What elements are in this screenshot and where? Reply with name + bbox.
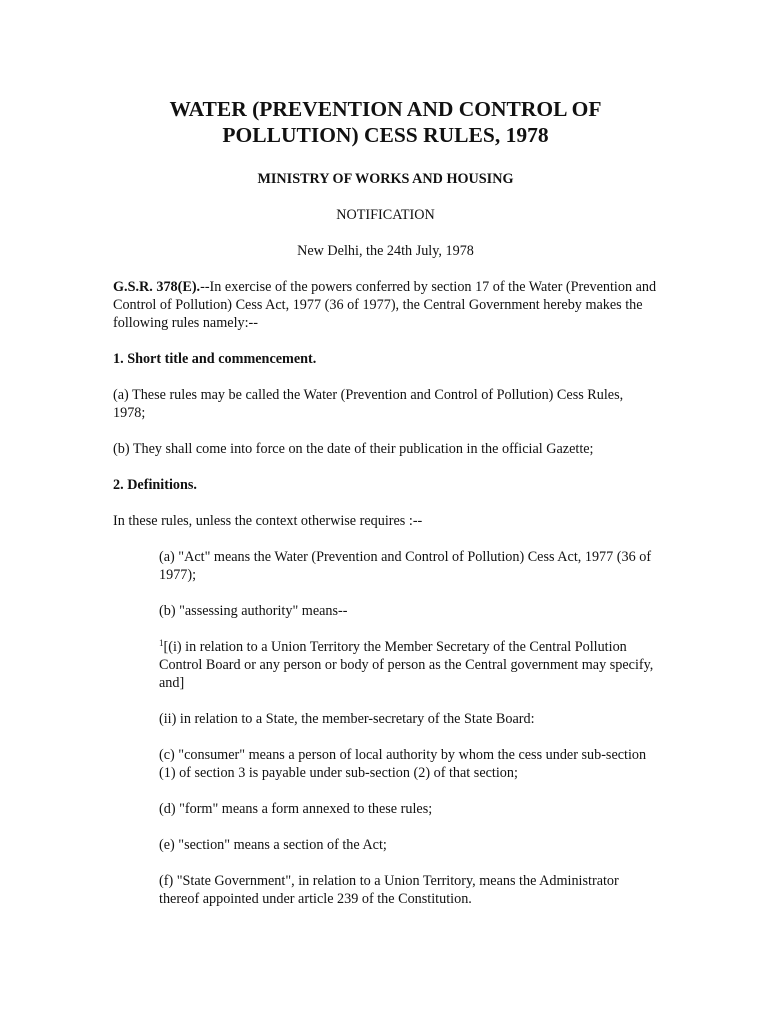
- definitions-list: [159, 548, 658, 908]
- section-2-heading: 2. Definitions.: [113, 477, 197, 493]
- definition-b-i-text: [(i) in relation to a Union Territory the Member Secretary of the Central Pollution Control Board or any person or body of person as the Central government may specify, and]: [159, 639, 654, 691]
- definition-d: (d) "form" means a form annexed to these rules;: [159, 801, 433, 817]
- gsr-reference: G.S.R. 378(E).: [113, 279, 201, 295]
- preamble-text: --In exercise of the powers conferred by section 17 of the Water (Prevention and Control of Pollution) Cess Act, 1977 (36 of 1977), the Central Government hereby makes the following rules namely:--: [113, 279, 657, 331]
- definition-c: (c) "consumer" means a person of local authority by whom the cess under sub-section (1) of section 3 is payable under sub-section (2) of that section;: [159, 747, 647, 781]
- place-date: New Delhi, the 24th July, 1978: [297, 243, 474, 259]
- definition-b-ii: (ii) in relation to a State, the member-secretary of the State Board:: [159, 711, 535, 727]
- definition-b-i: [159, 638, 658, 692]
- ministry-name: MINISTRY OF WORKS AND HOUSING: [257, 171, 514, 187]
- title-line-2: POLLUTION) CESS RULES, 1978: [222, 123, 549, 147]
- title-line-1: WATER (PREVENTION AND CONTROL OF: [169, 97, 602, 121]
- definition-f: (f) "State Government", in relation to a Union Territory, means the Administrator thereof appointed under article 239 of the Constitution.: [159, 873, 619, 907]
- document-page: [113, 96, 658, 926]
- section-1-heading: 1. Short title and commencement.: [113, 351, 317, 367]
- notification-label: NOTIFICATION: [336, 207, 435, 223]
- preamble: [113, 278, 658, 332]
- section-2-intro: In these rules, unless the context otherwise requires :--: [113, 513, 423, 529]
- footnote-marker: 1: [159, 638, 164, 648]
- section-1-clause-a: (a) These rules may be called the Water (Prevention and Control of Pollution) Cess Rules, 1978;: [113, 387, 624, 421]
- definition-b: (b) "assessing authority" means--: [159, 603, 348, 619]
- definition-e: (e) "section" means a section of the Act;: [159, 837, 387, 853]
- document-title: [113, 96, 658, 148]
- section-1-clause-b: (b) They shall come into force on the date of their publication in the official Gazette;: [113, 441, 594, 457]
- definition-a: (a) "Act" means the Water (Prevention and Control of Pollution) Cess Act, 1977 (36 of 1977);: [159, 549, 652, 583]
